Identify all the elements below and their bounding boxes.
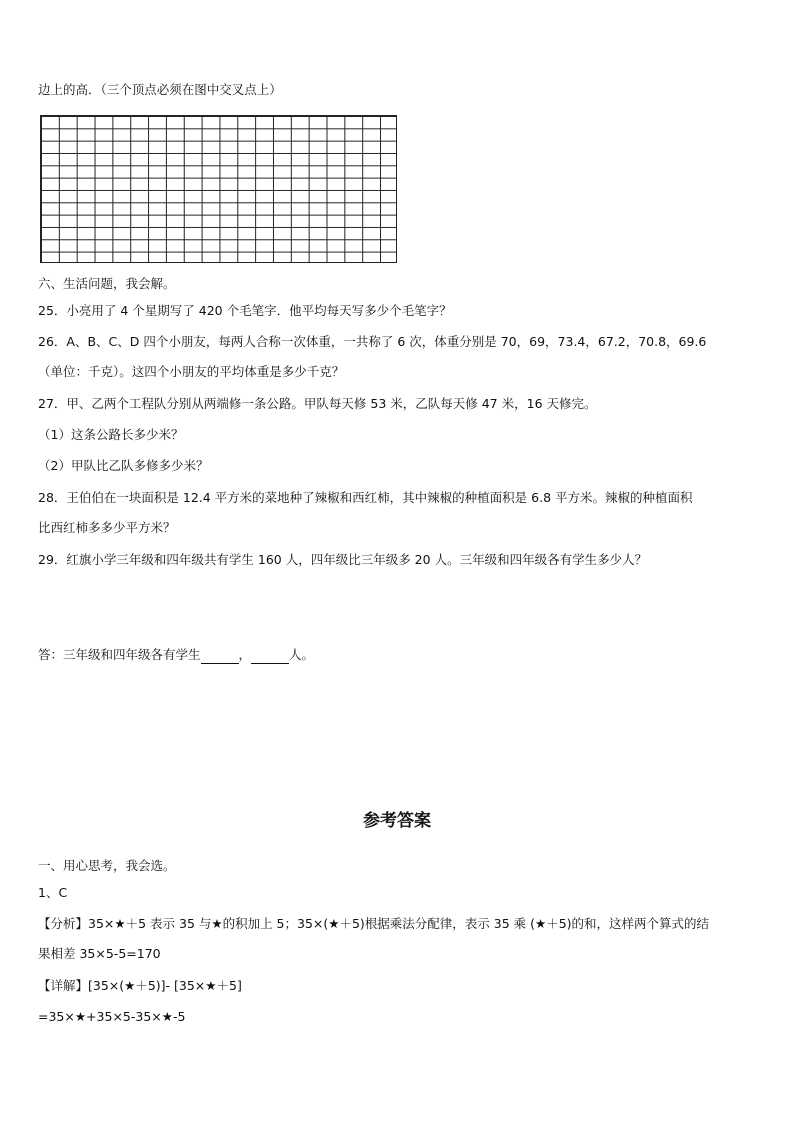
question-27-part-2: （2）甲队比乙队多修多少米？ — [38, 458, 209, 473]
answer-prefix: 答：三年级和四年级各有学生 — [38, 647, 201, 662]
question-29: 29．红旗小学三年级和四年级共有学生 160 人，四年级比三年级多 20 人。三年级和四年级各有学生多少人？ — [38, 552, 648, 567]
question-28-line-2: 比西红柿多多少平方米？ — [38, 520, 176, 535]
equation-line-1: =35×★+35×5-35×★-5 — [38, 1009, 186, 1024]
answers-section-1: 一、用心思考，我会选。 — [38, 858, 176, 873]
dot-grid — [40, 115, 397, 263]
section-six-heading: 六、生活问题，我会解。 — [38, 276, 176, 291]
answer-blank-1[interactable] — [201, 649, 239, 664]
question-25: 25．小亮用了 4 个星期写了 420 个毛笔字．他平均每天写多少个毛笔字？ — [38, 303, 452, 318]
answer-line — [38, 646, 314, 664]
question-26-line-2: （单位：千克）。这四个小朋友的平均体重是多少千克？ — [38, 364, 345, 379]
question-27: 27．甲、乙两个工程队分别从两端修一条公路。甲队每天修 53 米，乙队每天修 47 米，16 天修完。 — [38, 396, 597, 411]
answer-suffix: 人。 — [289, 647, 315, 662]
text-line-1: 边上的高．（三个顶点必须在图中交叉点上） — [38, 82, 282, 97]
answers-title: 参考答案 — [363, 811, 431, 831]
analysis-line-2: 果相差 35×5-5=170 — [38, 946, 161, 961]
question-28-line-1: 28．王伯伯在一块面积是 12.4 平方米的菜地种了辣椒和西红柿，其中辣椒的种植面积是 6.8 平方米。辣椒的种植面积 — [38, 490, 693, 505]
answer-separator: ， — [238, 647, 252, 662]
answer-1: 1、C — [38, 885, 68, 900]
analysis-line-1: 【分析】35×★＋5 表示 35 与★的积加上 5；35×(★＋5)根据乘法分配律，表示 35 乘 (★＋5)的和，这样两个算式的结 — [38, 916, 710, 931]
detail-line: 【详解】[35×(★＋5)]- [35×★＋5] — [38, 978, 242, 993]
question-26-line-1: 26．A、B、C、D 四个小朋友，每两人合称一次体重，一共称了 6 次，体重分别是 70，69，73.4，67.2，70.8，69.6 — [38, 334, 707, 349]
question-27-part-1: （1）这条公路长多少米？ — [38, 427, 184, 442]
answer-blank-2[interactable] — [251, 649, 289, 664]
